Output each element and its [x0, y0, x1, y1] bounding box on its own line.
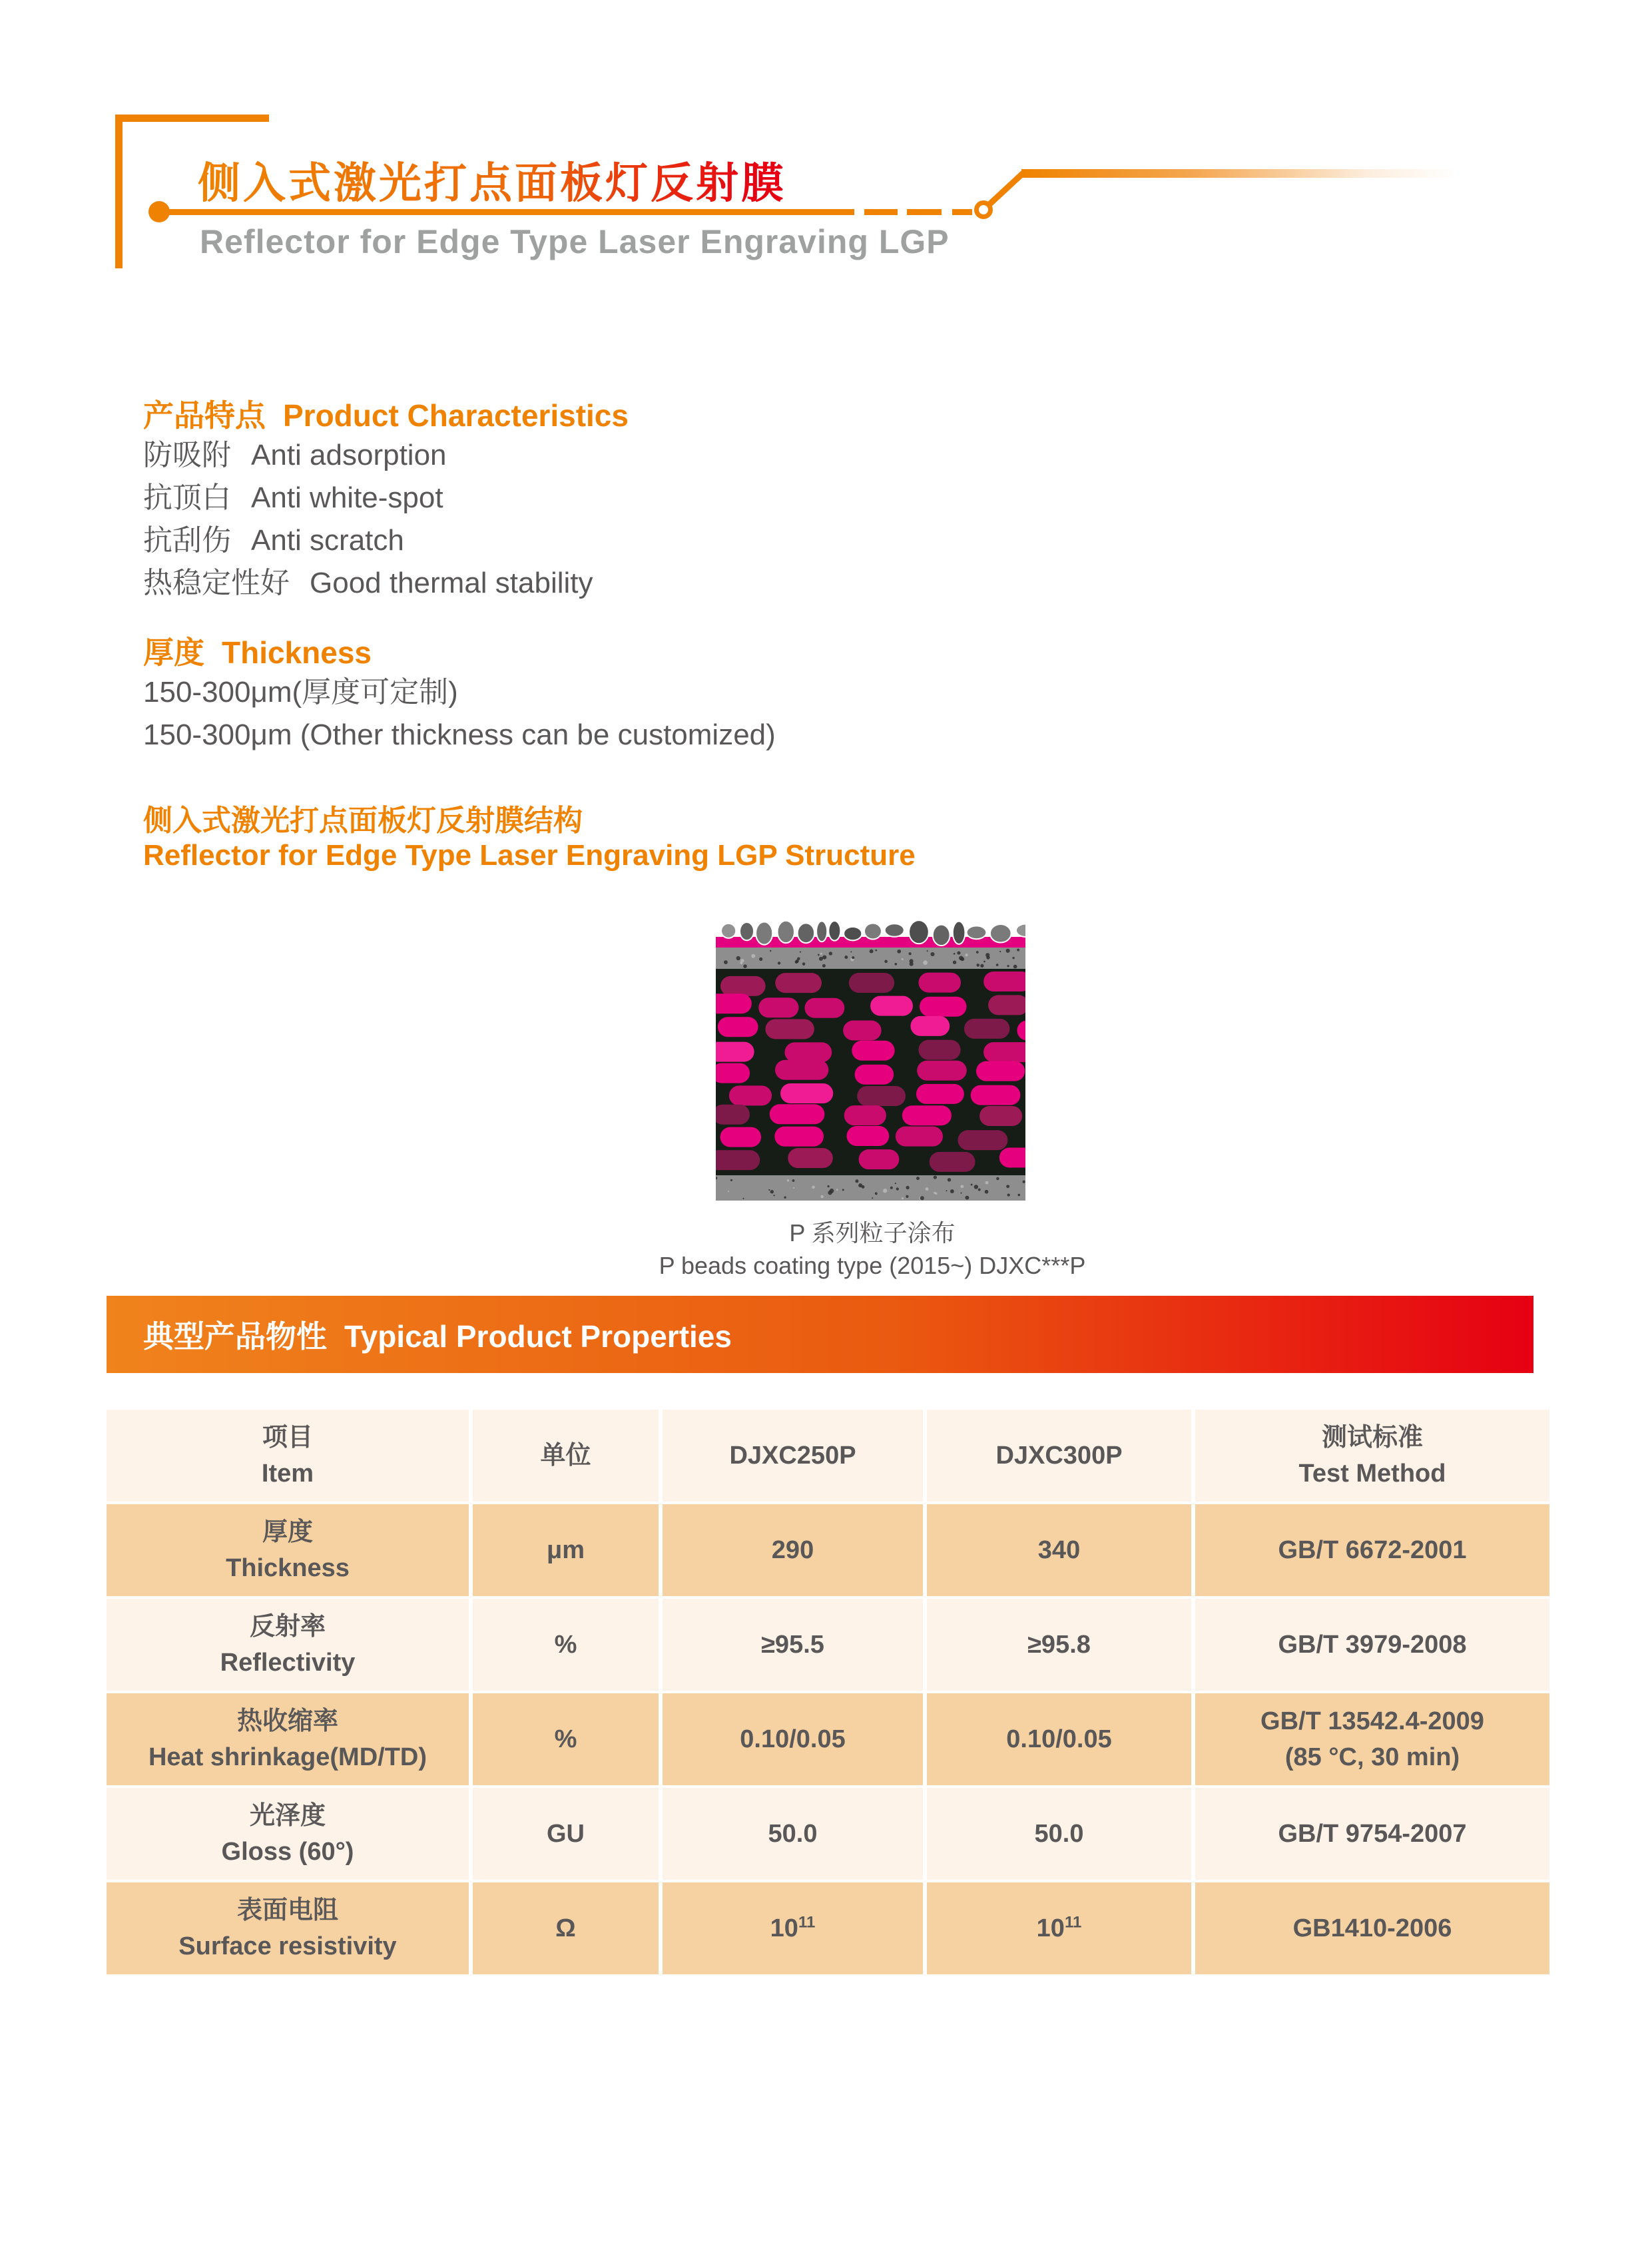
row-grade1-value: $10^{11}$	[663, 1882, 923, 1974]
properties-banner-zh: 典型产品物性	[143, 1319, 327, 1354]
row-item: 光泽度 Gloss (60°)	[107, 1788, 469, 1880]
characteristics-heading-zh: 产品特点	[143, 398, 266, 433]
row-grade2-value: 340	[927, 1504, 1191, 1596]
table-header-item: 项目 Item	[107, 1410, 469, 1502]
divider-dash	[864, 209, 898, 215]
row-grade2-value: 50.0	[927, 1788, 1191, 1880]
row-grade2-value: $10^{11}$	[927, 1882, 1191, 1974]
page-title-zh: 侧入式激光打点面板灯反射膜	[198, 149, 786, 210]
row-unit: μm	[473, 1504, 659, 1596]
divider-line	[167, 209, 854, 215]
row-item: 厚度 Thickness	[107, 1504, 469, 1596]
row-grade1-value: ≥95.5	[663, 1599, 923, 1691]
structure-diagram	[716, 917, 1025, 1201]
row-item: 反射率 Reflectivity	[107, 1599, 469, 1691]
row-unit: GU	[473, 1788, 659, 1880]
characteristic-item: 抗顶白 Anti white-spot	[143, 481, 443, 514]
row-unit: Ω	[473, 1882, 659, 1974]
row-test-method: GB1410-2006	[1195, 1882, 1549, 1974]
thickness-list	[143, 671, 776, 756]
row-grade1-value: 290	[663, 1504, 923, 1596]
header-accent-bar	[1021, 169, 1456, 178]
table-header-method: 测试标准 Test Method	[1195, 1410, 1549, 1502]
divider-dash	[907, 209, 942, 215]
row-item: 热收缩率 Heat shrinkage(MD/TD)	[107, 1693, 469, 1785]
characteristic-item: 热稳定性好 Good thermal stability	[143, 567, 593, 599]
row-grade2-value: 0.10/0.05	[927, 1693, 1191, 1785]
characteristic-item: 防吸附 Anti adsorption	[143, 439, 447, 471]
properties-banner-text	[143, 1312, 732, 1356]
figure-caption-en: P beads coating type (2015~) DJXC***P	[659, 1252, 1086, 1279]
row-test-method: GB/T 3979-2008	[1195, 1599, 1549, 1691]
divider-diagonal	[985, 170, 1027, 208]
row-item: 表面电阻 Surface resistivity	[107, 1882, 469, 1974]
row-unit: %	[473, 1693, 659, 1785]
corner-bracket-vertical	[115, 115, 123, 268]
row-grade2-value: ≥95.8	[927, 1599, 1191, 1691]
row-test-method: GB/T 6672-2001	[1195, 1504, 1549, 1596]
thickness-heading	[143, 629, 372, 673]
row-test-method: GB/T 9754-2007	[1195, 1788, 1549, 1880]
divider-dash	[952, 209, 972, 215]
thickness-heading-zh: 厚度	[143, 635, 204, 670]
structure-heading-en: Reflector for Edge Type Laser Engraving LGP Structure	[143, 839, 916, 872]
properties-banner-en: Typical Product Properties	[344, 1319, 732, 1354]
characteristics-list	[143, 434, 593, 605]
page-title-en: Reflector for Edge Type Laser Engraving LGP	[200, 223, 950, 260]
characteristic-item: 抗刮伤 Anti scratch	[143, 524, 404, 557]
properties-table	[107, 1410, 1533, 1974]
row-unit: %	[473, 1599, 659, 1691]
table-header-grade2: DJXC300P	[927, 1410, 1191, 1502]
figure-caption-zh: P 系列粒子涂布	[789, 1219, 956, 1247]
row-grade1-value: 0.10/0.05	[663, 1693, 923, 1785]
row-test-method: GB/T 13542.4-2009 (85 °C, 30 min)	[1195, 1693, 1549, 1785]
corner-bracket-horizontal	[115, 115, 269, 122]
table-header-grade1: DJXC250P	[663, 1410, 923, 1502]
row-grade1-value: 50.0	[663, 1788, 923, 1880]
structure-heading-zh: 侧入式激光打点面板灯反射膜结构	[143, 804, 583, 837]
properties-banner	[107, 1296, 1533, 1373]
characteristics-heading-en: Product Characteristics	[283, 398, 629, 433]
thickness-heading-en: Thickness	[222, 635, 372, 670]
thickness-line: 150-300μm(厚度可定制)	[143, 676, 458, 708]
table-header-unit: 单位	[473, 1410, 659, 1502]
thickness-line: 150-300μm (Other thickness can be customized)	[143, 718, 776, 751]
characteristics-heading	[143, 392, 629, 435]
